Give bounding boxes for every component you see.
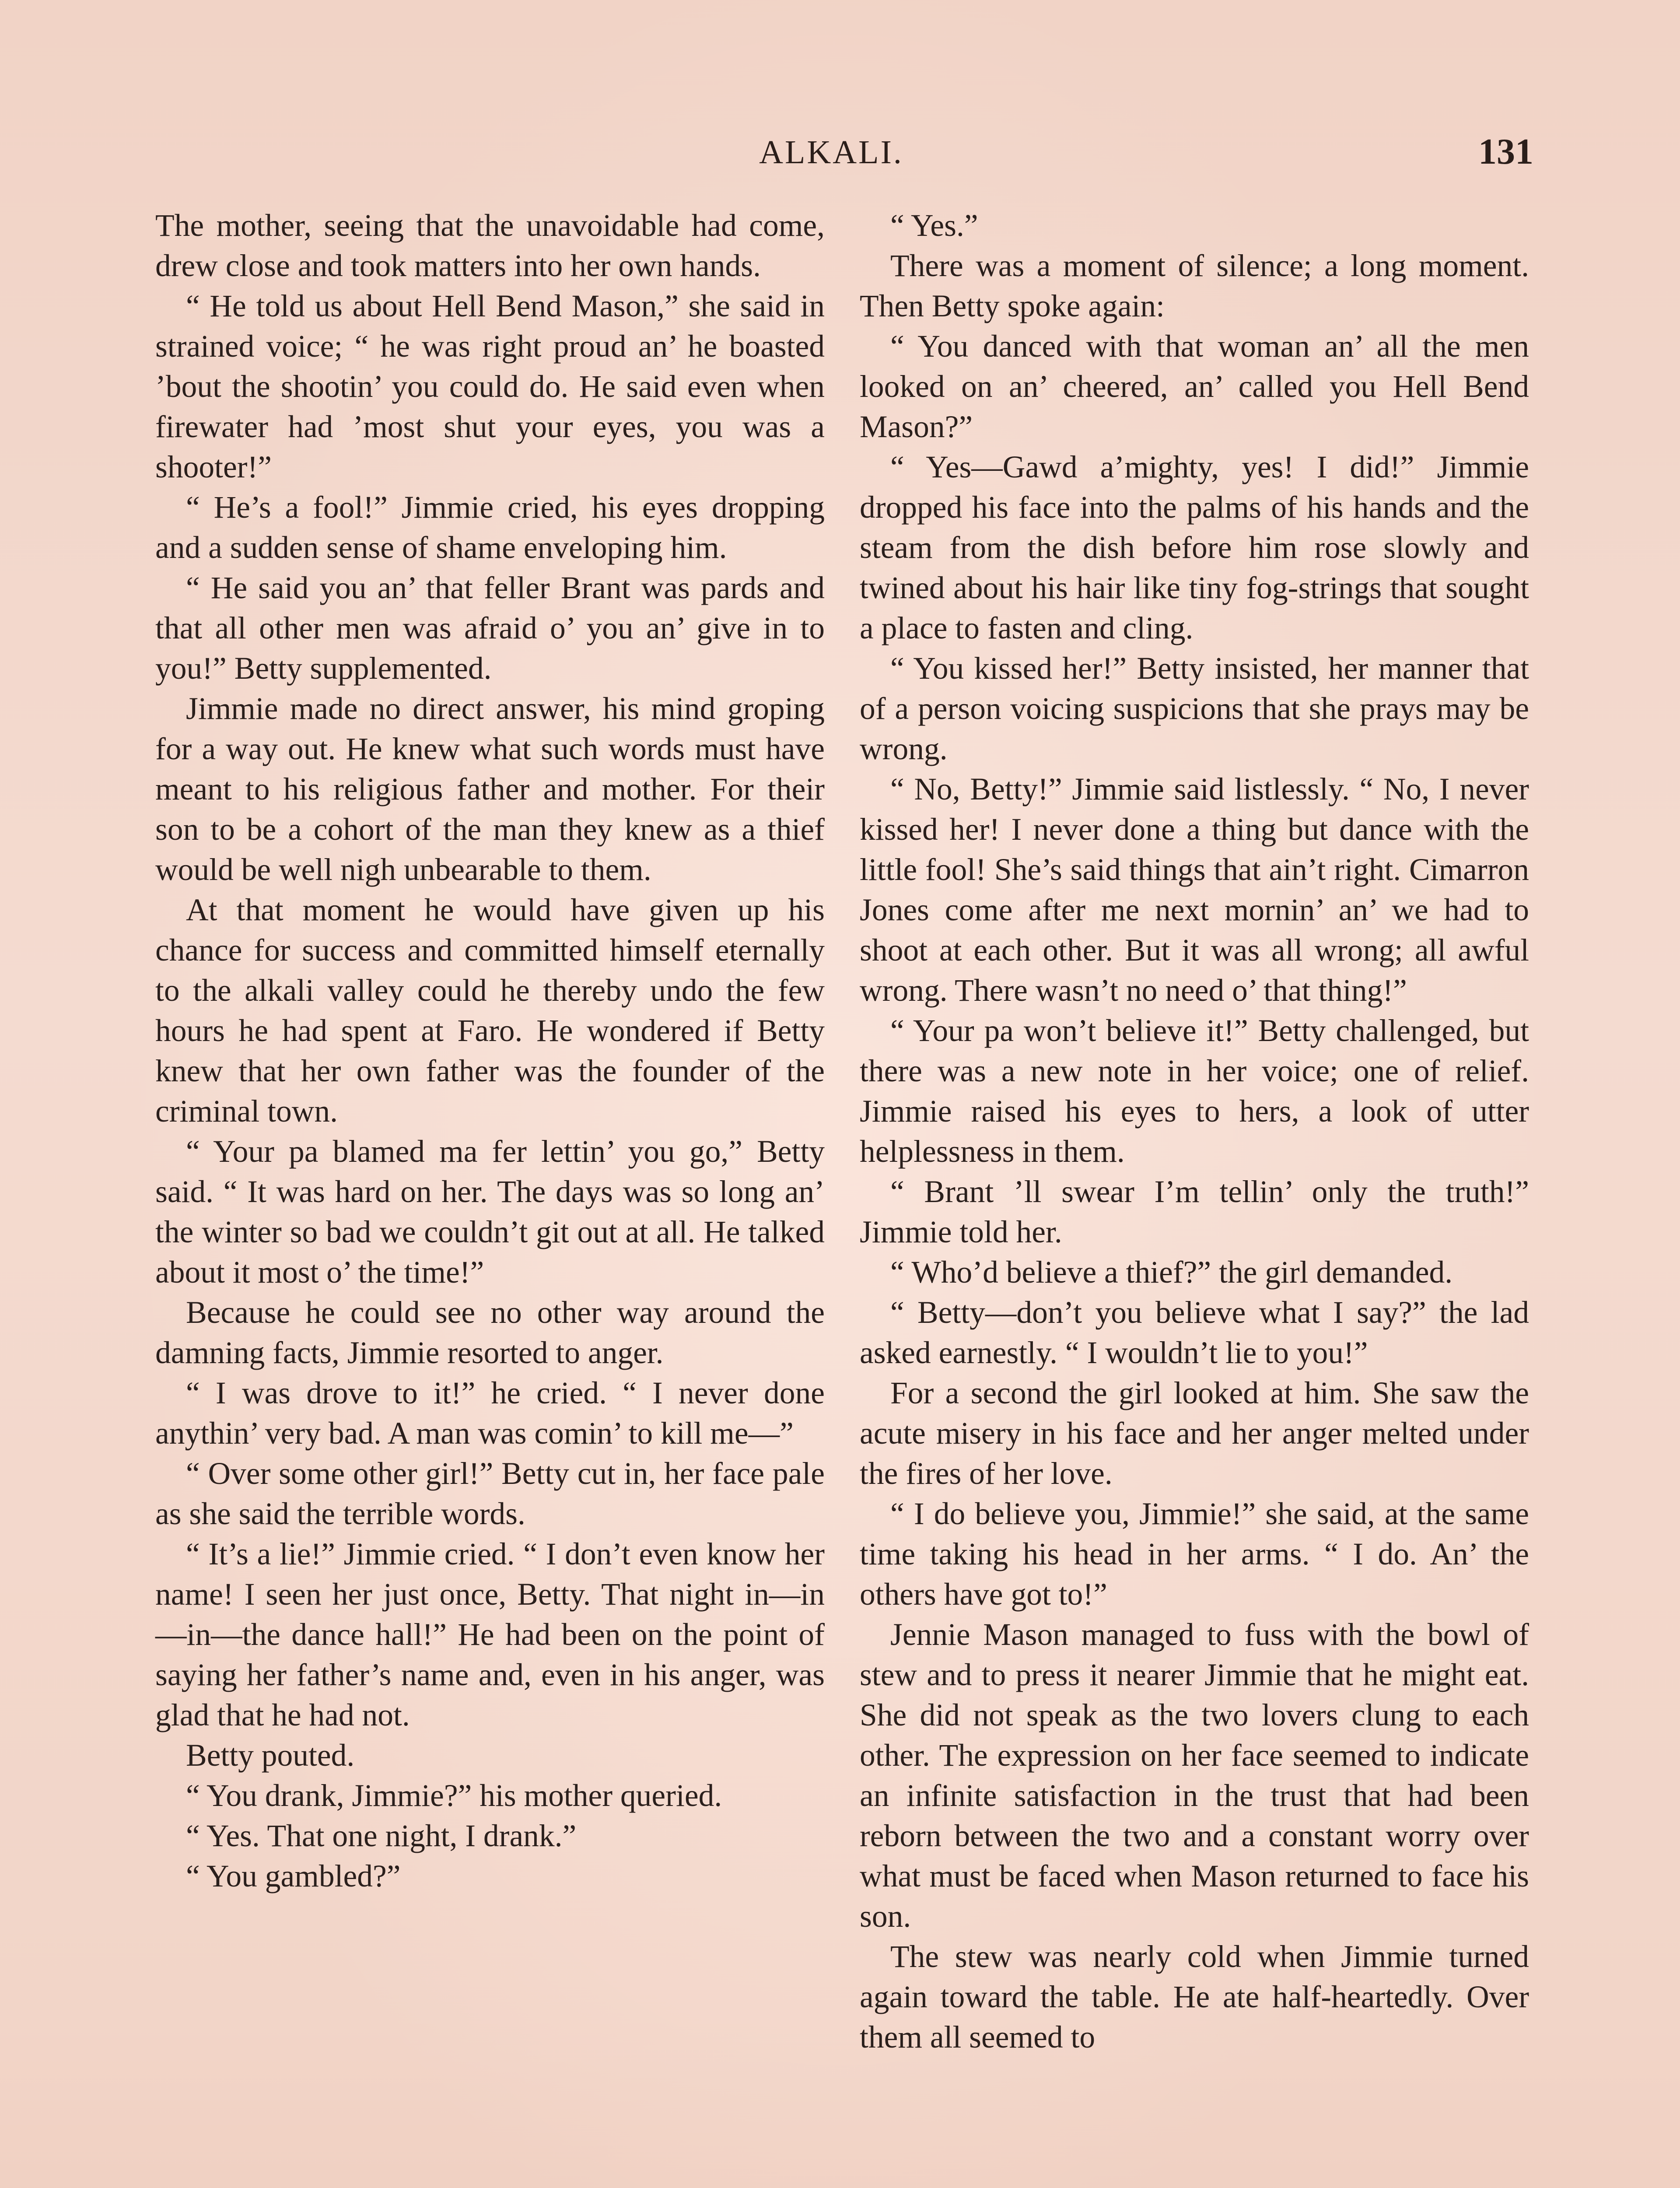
paragraph: The mother, seeing that the unavoidable had come, drew close and took matters into her own hands. [155, 208, 825, 283]
paragraph: “ He’s a fool!” Jimmie cried, his eyes dropping and a sudden sense of shame enveloping him. [155, 490, 825, 565]
paragraph: “ He told us about Hell Bend Mason,” she said in strained voice; “ he was right proud an’ he boasted ’bout the shootin’ you could do. He said even when firewater had ’most shut your eyes, you was a shooter!” [155, 289, 825, 484]
paragraph: There was a moment of silence; a long moment. Then Betty spoke again: [860, 249, 1529, 323]
paragraph: “ Your pa blamed ma fer lettin’ you go,” Betty said. “ It was hard on her. The days was so long an’ the winter so bad we couldn’t git out at all. He talked about it most o’ the time!” [155, 1134, 825, 1290]
paragraph: “ Over some other girl!” Betty cut in, her face pale as she said the terrible words. [155, 1456, 825, 1531]
paragraph: “ You danced with that woman an’ all the men looked on an’ cheered, an’ called you Hell Bend Mason?” [860, 329, 1529, 444]
paragraph: “ It’s a lie!” Jimmie cried. “ I don’t even know her name! I seen her just once, Betty. That night in—in—in—the dance hall!” He had been on the point of saying her father’s name and, even in his anger, was glad that he had not. [155, 1537, 825, 1732]
paragraph: “ You kissed her!” Betty insisted, her manner that of a person voicing suspicions that she prays may be wrong. [860, 651, 1529, 766]
paragraph: “ I was drove to it!” he cried. “ I never done anythin’ very bad. A man was comin’ to kill me—” [155, 1376, 825, 1451]
page-number: 131 [1478, 131, 1533, 172]
paragraph: For a second the girl looked at him. She saw the acute misery in his face and her anger melted under the fires of her love. [860, 1376, 1529, 1491]
paragraph: “ Yes. That one night, I drank.” [186, 1819, 577, 1853]
paragraph: “ You gambled?” [186, 1859, 401, 1893]
paragraph: Jimmie made no direct answer, his mind groping for a way out. He knew what such words must have meant to his religious father and mother. For their son to be a cohort of the man they knew as a thief would be well nigh unbearable to them. [155, 691, 825, 887]
paragraph: “ Your pa won’t believe it!” Betty challenged, but there was a new note in her voice; one of relief. Jimmie raised his eyes to hers, a look of utter helplessness in them. [860, 1013, 1529, 1169]
paragraph: The stew was nearly cold when Jimmie turned again toward the table. He ate half-heartedly. Over them all seemed to [860, 1939, 1529, 2055]
paragraph: “ Betty—don’t you believe what I say?” the lad asked earnestly. “ I wouldn’t lie to you!” [860, 1295, 1529, 1370]
right-text-column [860, 206, 1529, 2058]
paragraph: “ I do believe you, Jimmie!” she said, at the same time taking his head in her arms. “ I do. An’ the others have got to!” [860, 1497, 1529, 1612]
paragraph: Jennie Mason managed to fuss with the bowl of stew and to press it nearer Jimmie that he might eat. She did not speak as the two lovers clung to each other. The expression on her face seemed to indicate an infinite satisfaction in the trust that had been reborn between the two and a constant worry over what must be faced when Mason returned to face his son. [860, 1617, 1529, 1934]
paragraph: “ Who’d believe a thief?” the girl demanded. [890, 1255, 1453, 1290]
paragraph: “ Yes—Gawd a’mighty, yes! I did!” Jimmie dropped his face into the palms of his hands and the steam from the dish before him rose slowly and twined about his hair like tiny fog-strings that sought a place to fasten and cling. [860, 450, 1529, 645]
paragraph: Because he could see no other way around the damning facts, Jimmie resorted to anger. [155, 1295, 825, 1370]
left-text-column [155, 206, 825, 1897]
paragraph: Betty pouted. [186, 1738, 355, 1773]
paragraph: At that moment he would have given up his chance for success and committed himself eternally to the alkali valley could he thereby undo the few hours he had spent at Faro. He wondered if Betty knew that her own father was the founder of the criminal town. [155, 893, 825, 1129]
paragraph: “ He said you an’ that feller Brant was pards and that all other men was afraid o’ you an’ give in to you!” Betty supplemented. [155, 571, 825, 686]
running-header-title: ALKALI. [759, 134, 903, 171]
paragraph: “ Yes.” [890, 208, 978, 243]
paragraph: “ No, Betty!” Jimmie said listlessly. “ No, I never kissed her! I never done a thing but dance with the little fool! She’s said things that ain’t right. Cimarron Jones come after me next mornin’ an’ we had to shoot at each other. But it was all wrong; all awful wrong. There wasn’t no need o’ that thing!” [860, 772, 1529, 1008]
paragraph: “ Brant ’ll swear I’m tellin’ only the truth!” Jimmie told her. [860, 1175, 1529, 1249]
paragraph: “ You drank, Jimmie?” his mother queried. [186, 1778, 722, 1813]
